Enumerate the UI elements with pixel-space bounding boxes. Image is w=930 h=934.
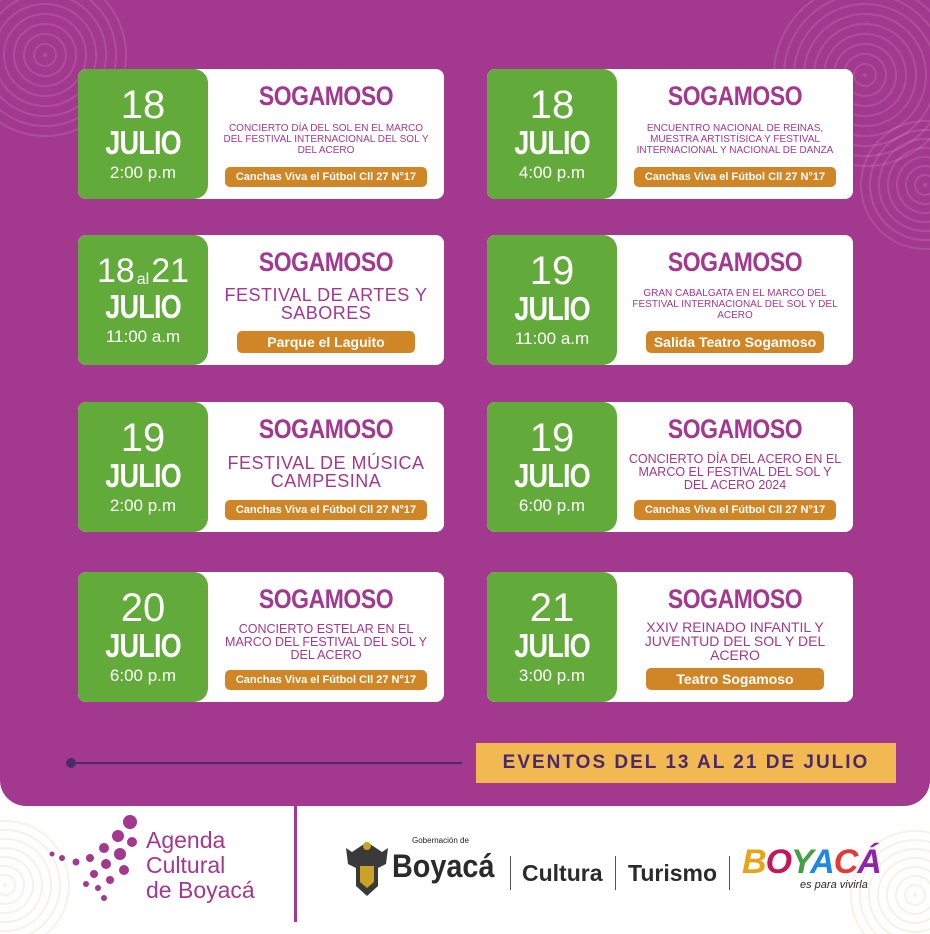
event-venue: Teatro Sogamoso xyxy=(646,668,824,690)
event-time: 11:00 a.m xyxy=(105,327,181,346)
event-day-start: 18 xyxy=(96,252,135,290)
event-info xyxy=(208,235,444,365)
event-venue: Canchas Viva el Fútbol Cll 27 N°17 xyxy=(225,500,427,520)
boyaca-wordmark: Boyacá xyxy=(392,848,495,884)
event-day: 18 xyxy=(529,83,575,127)
event-date xyxy=(78,402,208,532)
event-month: JULIO xyxy=(105,288,181,325)
event-city: SOGAMOSO xyxy=(258,414,394,444)
event-info xyxy=(617,69,853,199)
event-card[interactable] xyxy=(78,402,444,532)
timeline-dot xyxy=(66,758,76,768)
timeline-line xyxy=(70,762,462,764)
agenda-line: Cultural xyxy=(146,852,226,878)
event-description: CONCIERTO DÍA DEL ACERO EN EL MARCO EL FESTIVAL DEL SOL Y DEL ACERO 2024 xyxy=(628,451,842,492)
event-month: JULIO xyxy=(514,457,590,494)
logo-separator xyxy=(615,856,616,890)
event-day: 18 xyxy=(120,83,166,127)
logo-separator xyxy=(729,856,730,890)
event-info xyxy=(617,572,853,702)
event-city: SOGAMOSO xyxy=(667,247,803,277)
event-date xyxy=(487,402,617,532)
event-day: 19 xyxy=(120,416,166,460)
event-date xyxy=(78,572,208,702)
event-venue: Canchas Viva el Fútbol Cll 27 N°17 xyxy=(634,500,836,520)
event-card[interactable] xyxy=(487,235,853,365)
event-info xyxy=(208,572,444,702)
event-time: 3:00 p.m xyxy=(518,666,586,685)
event-date xyxy=(487,235,617,365)
event-date xyxy=(487,572,617,702)
event-city: SOGAMOSO xyxy=(667,414,803,444)
event-month: JULIO xyxy=(514,124,590,161)
event-day: 19 xyxy=(529,416,575,460)
event-card[interactable] xyxy=(487,572,853,702)
event-day: 20 xyxy=(120,586,166,630)
event-venue: Canchas Viva el Fútbol Cll 27 N°17 xyxy=(634,167,836,187)
event-day-range xyxy=(97,253,189,289)
event-city: SOGAMOSO xyxy=(258,584,394,614)
event-card[interactable] xyxy=(487,69,853,199)
event-venue: Canchas Viva el Fútbol Cll 27 N°17 xyxy=(225,670,427,690)
event-info xyxy=(208,402,444,532)
event-description: FESTIVAL DE MÚSICA CAMPESINA xyxy=(227,453,425,491)
event-description: FESTIVAL DE ARTES Y SABORES xyxy=(224,285,428,323)
brand-tagline: es para vivirla xyxy=(800,879,868,891)
event-month: JULIO xyxy=(105,627,181,664)
event-date xyxy=(78,235,208,365)
event-description: XXIV REINADO INFANTIL Y JUVENTUD DEL SOL Y DEL ACERO xyxy=(644,619,826,663)
event-description: ENCUENTRO NACIONAL DE REINAS, MUESTRA ARTISTÍSICA Y FESTIVAL INTERNACIONAL Y NACIONAL DE DANZA xyxy=(636,122,834,156)
event-city: SOGAMOSO xyxy=(667,81,803,111)
event-time: 11:00 a.m xyxy=(514,329,590,348)
event-time: 2:00 p.m xyxy=(109,496,177,515)
event-venue: Canchas Viva el Fútbol Cll 27 N°17 xyxy=(225,167,427,187)
event-info xyxy=(208,69,444,199)
event-day-joiner: al xyxy=(136,271,150,288)
event-day: 19 xyxy=(529,249,575,293)
event-day-end: 21 xyxy=(151,252,190,290)
turismo-label: Turismo xyxy=(628,860,718,886)
event-time: 6:00 p.m xyxy=(109,666,177,685)
agenda-line: de Boyacá xyxy=(146,877,255,903)
gobernacion-label: Gobernación de xyxy=(412,836,469,845)
event-city: SOGAMOSO xyxy=(667,584,803,614)
event-month: JULIO xyxy=(514,290,590,327)
event-venue: Parque el Laguito xyxy=(237,331,415,353)
event-month: JULIO xyxy=(105,124,181,161)
event-card[interactable] xyxy=(78,235,444,365)
event-card[interactable] xyxy=(78,69,444,199)
event-city: SOGAMOSO xyxy=(258,81,394,111)
event-date xyxy=(78,69,208,199)
event-time: 4:00 p.m xyxy=(518,163,586,182)
footer-divider xyxy=(294,804,297,922)
event-description: CONCIERTO DÍA DEL SOL EN EL MARCO DEL FESTIVAL INTERNACIONAL DEL SOL Y DEL ACERO xyxy=(223,122,429,156)
boyaca-brand-logo-icon: BOYACÁ xyxy=(742,843,881,881)
event-day: 21 xyxy=(529,586,575,630)
event-time: 2:00 p.m xyxy=(109,163,177,182)
event-card[interactable] xyxy=(78,572,444,702)
event-month: JULIO xyxy=(514,627,590,664)
agenda-line: Agenda xyxy=(146,827,226,853)
event-description: CONCIERTO ESTELAR EN EL MARCO DEL FESTIVAL DEL SOL Y DEL ACERO xyxy=(225,621,427,662)
cultura-label: Cultura xyxy=(522,860,603,886)
event-venue: Salida Teatro Sogamoso xyxy=(646,331,824,353)
event-date xyxy=(487,69,617,199)
event-city: SOGAMOSO xyxy=(258,247,394,277)
event-card[interactable] xyxy=(487,402,853,532)
logo-separator xyxy=(510,856,511,890)
event-info xyxy=(617,402,853,532)
event-month: JULIO xyxy=(105,457,181,494)
agenda-cultural-wordmark xyxy=(146,828,255,903)
events-date-banner: EVENTOS DEL 13 AL 21 DE JULIO xyxy=(476,743,896,783)
boyaca-coat-of-arms-icon xyxy=(342,838,392,900)
event-time: 6:00 p.m xyxy=(518,496,586,515)
event-info xyxy=(617,235,853,365)
event-description: GRAN CABALGATA EN EL MARCO DEL FESTIVAL INTERNACIONAL DEL SOL Y DEL ACERO xyxy=(632,287,838,321)
